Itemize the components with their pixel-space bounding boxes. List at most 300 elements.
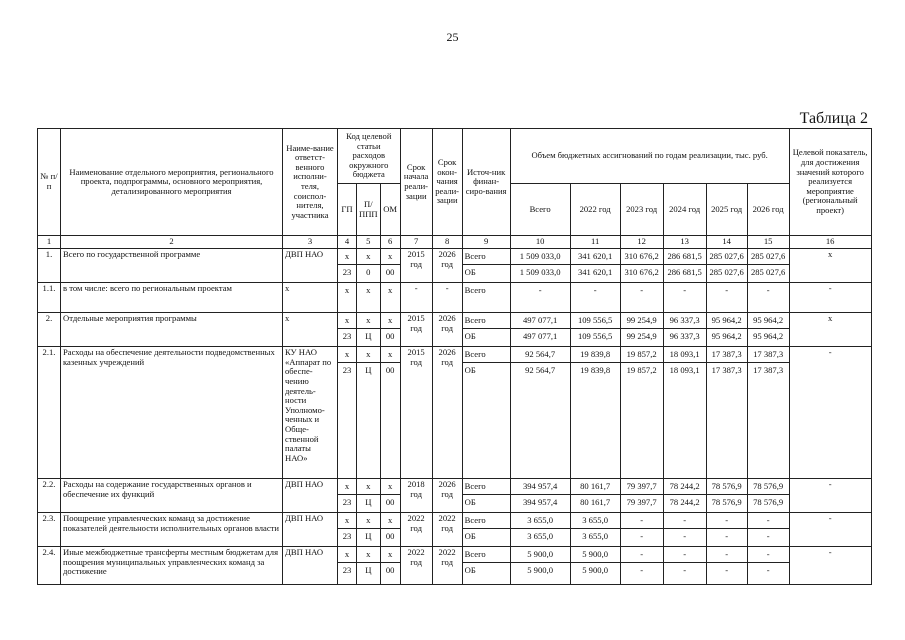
value-2024 (663, 547, 706, 585)
value-2026-group (748, 479, 789, 510)
value-2026: 17 387,3 (748, 363, 789, 379)
column-number-row (38, 236, 872, 249)
value-total: 497 077,1 (511, 313, 570, 329)
code-ppp: х (357, 347, 380, 363)
value-2024-group (664, 313, 706, 344)
value-2026: 78 576,9 (748, 479, 789, 495)
value-2022 (570, 313, 620, 347)
code-gp-group (338, 283, 356, 298)
table-row (38, 283, 872, 313)
funding-source: Всего (463, 547, 510, 563)
value-2024-group (664, 479, 706, 510)
table-body (38, 249, 872, 585)
value-2022-group (571, 283, 620, 298)
funding-source-group (463, 547, 510, 578)
code-gp: 23 (338, 563, 356, 579)
start-year: 2018 год (400, 479, 432, 513)
funding-source: Всего (463, 479, 510, 495)
code-gp-group (338, 479, 356, 510)
value-total (510, 283, 570, 313)
value-2022: 341 620,1 (571, 265, 620, 281)
row-number: 1. (38, 249, 61, 283)
value-2022-group (571, 249, 620, 280)
target-indicator: - (789, 547, 871, 585)
value-2025: 285 027,6 (707, 265, 747, 281)
col-number: 6 (380, 236, 400, 249)
end-year: - (432, 283, 462, 313)
value-2025: 95 964,2 (707, 313, 747, 329)
code-gp: 23 (338, 363, 356, 379)
measure-name: Расходы на обеспечение деятельности подведомственных казенных учреждений (61, 347, 283, 479)
header-total: Всего (510, 184, 570, 236)
code-om: 00 (381, 563, 400, 579)
value-2025 (706, 313, 747, 347)
funding-source-group (463, 347, 510, 378)
measure-name: Иные межбюджетные трансферты местным бюджетам для поощрения муниципальных управленческих команд за достижение (61, 547, 283, 585)
value-2026-group (748, 347, 789, 378)
header-2025: 2025 год (706, 184, 747, 236)
value-2024: 96 337,3 (664, 313, 706, 329)
code-om: х (381, 313, 400, 329)
header-ppp: П/ ППП (357, 184, 381, 236)
col-number: 12 (620, 236, 663, 249)
code-om-group (381, 283, 400, 298)
value-2026: 95 964,2 (748, 313, 789, 329)
value-2024: - (664, 563, 706, 579)
funding-source-group (463, 513, 510, 544)
value-2025: 78 576,9 (707, 495, 747, 511)
code-gp: 23 (338, 265, 356, 281)
value-2022: 80 161,7 (571, 495, 620, 511)
table-row (38, 479, 872, 513)
value-2024-group (664, 249, 706, 280)
code-om (380, 249, 400, 283)
funding-source: ОБ (463, 329, 510, 345)
value-total (510, 547, 570, 585)
col-number: 9 (462, 236, 510, 249)
code-gp: х (338, 547, 356, 563)
value-total: 92 564,7 (511, 347, 570, 363)
code-om (380, 513, 400, 547)
value-2026: - (748, 547, 789, 563)
measure-name: Всего по государственной программе (61, 249, 283, 283)
value-2026-group (748, 513, 789, 544)
target-indicator: х (789, 249, 871, 283)
value-total-group (511, 547, 570, 578)
value-2025: - (707, 513, 747, 529)
value-2026-group (748, 313, 789, 344)
value-2022: 5 900,0 (571, 547, 620, 563)
value-2022-group (571, 513, 620, 544)
value-2023: - (621, 563, 663, 579)
code-ppp-group (357, 547, 380, 578)
value-total (510, 513, 570, 547)
value-total: 1 509 033,0 (511, 249, 570, 265)
value-2025: 95 964,2 (707, 329, 747, 345)
value-2023 (620, 283, 663, 313)
value-total (510, 313, 570, 347)
value-2025: 285 027,6 (707, 249, 747, 265)
code-om (380, 347, 400, 479)
code-om: х (381, 479, 400, 495)
header-name: Наименование отдельного мероприятия, регионального проекта, подпрограммы, основного мероприятия, детализированного мероприятия (61, 129, 283, 236)
value-2024 (663, 479, 706, 513)
code-om: х (381, 513, 400, 529)
funding-source (462, 347, 510, 479)
code-om: х (381, 249, 400, 265)
value-2022: 3 655,0 (571, 529, 620, 545)
table-row (38, 249, 872, 283)
value-2026: 285 027,6 (748, 265, 789, 281)
value-2024 (663, 513, 706, 547)
value-2026 (747, 513, 789, 547)
col-number: 15 (747, 236, 789, 249)
value-total: 92 564,7 (511, 363, 570, 379)
value-2022: 19 839,8 (571, 363, 620, 379)
code-gp: х (338, 313, 356, 329)
start-year: 2015 год (400, 249, 432, 283)
funding-source (462, 283, 510, 313)
value-total-group (511, 479, 570, 510)
value-2026 (747, 313, 789, 347)
code-om: 00 (381, 265, 400, 281)
code-om (380, 547, 400, 585)
value-2026: - (748, 563, 789, 579)
code-ppp (357, 547, 381, 585)
code-gp-group (338, 513, 356, 544)
value-2023-group (621, 249, 663, 280)
value-2023-group (621, 479, 663, 510)
measure-name: в том числе: всего по региональным проектам (61, 283, 283, 313)
value-total: 3 655,0 (511, 513, 570, 529)
value-2026 (747, 249, 789, 283)
col-number: 10 (510, 236, 570, 249)
value-total: 3 655,0 (511, 529, 570, 545)
code-ppp: х (366, 284, 371, 295)
value-2025 (706, 347, 747, 479)
value-2022: 19 839,8 (571, 347, 620, 363)
value-2022: 109 556,5 (571, 329, 620, 345)
start-year: 2022 год (400, 547, 432, 585)
value-2025-group (707, 547, 747, 578)
col-number: 3 (283, 236, 338, 249)
value-2024: - (683, 284, 687, 295)
value-2024: 18 093,1 (664, 363, 706, 379)
value-2026: - (748, 513, 789, 529)
value-total-group (511, 347, 570, 378)
value-2024-group (664, 283, 706, 298)
value-2023 (620, 347, 663, 479)
value-2025-group (707, 513, 747, 544)
value-2022: 80 161,7 (571, 479, 620, 495)
value-2025 (706, 283, 747, 313)
responsible-executor: х (283, 313, 338, 347)
funding-source: Всего (464, 284, 486, 295)
end-year: 2022 год (432, 547, 462, 585)
code-om-group (381, 347, 400, 378)
table-header (38, 129, 872, 249)
funding-source-group (463, 479, 510, 510)
code-ppp: Ц (357, 329, 380, 345)
value-2024 (663, 347, 706, 479)
code-om-group (381, 313, 400, 344)
value-2022: 5 900,0 (571, 563, 620, 579)
start-year: 2015 год (400, 313, 432, 347)
funding-source (462, 547, 510, 585)
value-2022 (570, 347, 620, 479)
value-2025: 17 387,3 (707, 347, 747, 363)
code-gp (338, 547, 357, 585)
code-ppp (357, 479, 381, 513)
header-gp: ГП (338, 184, 357, 236)
code-ppp-group (357, 313, 380, 344)
value-total: 394 957,4 (511, 495, 570, 511)
code-om-group (381, 479, 400, 510)
funding-source-group (463, 313, 510, 344)
value-2024-group (664, 347, 706, 378)
value-total: 394 957,4 (511, 479, 570, 495)
end-year: 2022 год (432, 513, 462, 547)
value-2023 (620, 479, 663, 513)
funding-source (462, 479, 510, 513)
code-ppp: Ц (357, 495, 380, 511)
value-2023: - (621, 513, 663, 529)
value-2026 (747, 347, 789, 479)
code-om-group (381, 249, 400, 280)
code-gp (338, 249, 357, 283)
table-row (38, 547, 872, 585)
value-2024: - (664, 529, 706, 545)
code-om-group (381, 547, 400, 578)
funding-source: Всего (463, 249, 510, 265)
col-number: 4 (338, 236, 357, 249)
code-ppp (357, 283, 381, 313)
value-2025: 17 387,3 (707, 363, 747, 379)
code-ppp (357, 347, 381, 479)
col-number: 13 (663, 236, 706, 249)
value-2026 (747, 283, 789, 313)
value-2023-group (621, 313, 663, 344)
header-responsible: Наиме-вание ответст-венного исполни-теля, соиспол-нителя, участника (283, 129, 338, 236)
funding-source: Всего (463, 513, 510, 529)
code-gp (338, 283, 357, 313)
measure-name: Отдельные мероприятия программы (61, 313, 283, 347)
code-gp-group (338, 347, 356, 378)
funding-source: ОБ (463, 495, 510, 511)
value-2025 (706, 249, 747, 283)
value-2024: 286 681,5 (664, 265, 706, 281)
value-2024 (663, 283, 706, 313)
value-2022-group (571, 313, 620, 344)
value-2023: - (640, 284, 644, 295)
value-2026 (747, 479, 789, 513)
value-2022: 3 655,0 (571, 513, 620, 529)
code-om: 00 (381, 529, 400, 545)
col-number: 16 (789, 236, 871, 249)
funding-source: ОБ (463, 363, 510, 379)
value-2024: 78 244,2 (664, 495, 706, 511)
value-2022: 109 556,5 (571, 313, 620, 329)
table-row (38, 313, 872, 347)
value-2024 (663, 249, 706, 283)
value-2026: - (748, 529, 789, 545)
start-year: 2015 год (400, 347, 432, 479)
code-ppp: 0 (357, 265, 380, 281)
end-year: 2026 год (432, 249, 462, 283)
value-2025-group (707, 249, 747, 280)
value-2025-group (707, 313, 747, 344)
value-2022-group (571, 347, 620, 378)
code-gp-group (338, 547, 356, 578)
code-gp: 23 (338, 329, 356, 345)
value-2023: 79 397,7 (621, 495, 663, 511)
value-2025: 78 576,9 (707, 479, 747, 495)
code-ppp-group (357, 479, 380, 510)
value-2023: 99 254,9 (621, 313, 663, 329)
value-2024: - (664, 513, 706, 529)
value-2023 (620, 513, 663, 547)
value-2022 (570, 249, 620, 283)
value-total-group (511, 249, 570, 280)
code-gp-group (338, 313, 356, 344)
col-number: 5 (357, 236, 381, 249)
value-2026-group (748, 547, 789, 578)
value-2025 (706, 513, 747, 547)
code-om: х (387, 284, 393, 295)
header-2023: 2023 год (620, 184, 663, 236)
code-ppp: х (357, 479, 380, 495)
table-row (38, 347, 872, 479)
code-om (380, 313, 400, 347)
value-2023-group (621, 547, 663, 578)
code-gp (338, 479, 357, 513)
code-gp: 23 (338, 529, 356, 545)
table-caption: Таблица 2 (799, 110, 868, 127)
value-2025 (706, 547, 747, 585)
value-2023: 99 254,9 (621, 329, 663, 345)
table-row (38, 513, 872, 547)
value-2024: 96 337,3 (664, 329, 706, 345)
value-2025: - (707, 563, 747, 579)
value-2023: - (621, 547, 663, 563)
value-2025-group (707, 479, 747, 510)
value-2022: - (593, 284, 597, 295)
value-2022-group (571, 479, 620, 510)
funding-source: ОБ (463, 563, 510, 579)
col-number: 14 (706, 236, 747, 249)
code-om-group (381, 513, 400, 544)
responsible-executor: ДВП НАО (283, 513, 338, 547)
funding-source: ОБ (463, 265, 510, 281)
value-2024: 286 681,5 (664, 249, 706, 265)
value-2025: - (707, 529, 747, 545)
funding-source (462, 249, 510, 283)
value-2025: - (725, 284, 729, 295)
funding-source-group (463, 249, 510, 280)
code-ppp: Ц (357, 563, 380, 579)
value-2024-group (664, 513, 706, 544)
code-ppp: Ц (357, 529, 380, 545)
code-ppp (357, 513, 381, 547)
value-2023: - (621, 529, 663, 545)
value-2023 (620, 249, 663, 283)
value-2026: 285 027,6 (748, 249, 789, 265)
header-budget-code: Код целевой статьи расходов окружного бюджета (338, 129, 401, 184)
responsible-executor: х (283, 283, 338, 313)
code-ppp (357, 249, 381, 283)
header-end: Срок окон-чания реали-зации (432, 129, 462, 236)
code-gp (338, 513, 357, 547)
value-2023: 310 676,2 (621, 265, 663, 281)
col-number: 1 (38, 236, 61, 249)
row-number: 2.3. (38, 513, 61, 547)
target-indicator: - (789, 283, 871, 313)
start-year: 2022 год (400, 513, 432, 547)
header-volume: Объем бюджетных ассигнований по годам реализации, тыс. руб. (510, 129, 789, 184)
code-om: х (381, 347, 400, 363)
responsible-executor: КУ НАО «Аппарат по обеспе-чению деятель-ности Уполномо-ченных и Обще-ственной палаты НАО» (283, 347, 338, 479)
col-number: 11 (570, 236, 620, 249)
code-gp: 23 (338, 495, 356, 511)
code-om: х (381, 547, 400, 563)
code-ppp-group (357, 347, 380, 378)
value-2024: 18 093,1 (664, 347, 706, 363)
value-total-group (511, 283, 570, 298)
code-om (380, 283, 400, 313)
code-gp (338, 313, 357, 347)
header-2026: 2026 год (747, 184, 789, 236)
value-2023-group (621, 513, 663, 544)
code-ppp: х (357, 513, 380, 529)
value-2023-group (621, 283, 663, 298)
code-om: 00 (381, 495, 400, 511)
value-2026: 95 964,2 (748, 329, 789, 345)
value-total (510, 249, 570, 283)
target-indicator: - (789, 513, 871, 547)
row-number: 2.2. (38, 479, 61, 513)
page-number: 25 (446, 30, 459, 44)
code-gp: х (338, 513, 356, 529)
value-2024-group (664, 547, 706, 578)
row-number: 2. (38, 313, 61, 347)
value-2022 (570, 513, 620, 547)
value-2022 (570, 547, 620, 585)
code-gp: х (338, 249, 356, 265)
header-source: Источ-ник финан-сиро-вания (462, 129, 510, 236)
measure-name: Поощрение управленческих команд за достижение показателей деятельности исполнительных органов власти (61, 513, 283, 547)
value-2026: 78 576,9 (748, 495, 789, 511)
header-start: Срок начала реали-зации (400, 129, 432, 236)
col-number: 2 (61, 236, 283, 249)
code-ppp-group (357, 513, 380, 544)
funding-source (462, 513, 510, 547)
code-ppp: х (357, 313, 380, 329)
header-num: № п/п (38, 129, 61, 236)
value-2026-group (748, 283, 789, 298)
code-ppp (357, 313, 381, 347)
value-2025 (706, 479, 747, 513)
value-2026: - (766, 284, 770, 295)
value-2022-group (571, 547, 620, 578)
end-year: 2026 год (432, 313, 462, 347)
value-2025-group (707, 283, 747, 298)
value-2023: 19 857,2 (621, 347, 663, 363)
value-total (510, 347, 570, 479)
value-total: 5 900,0 (511, 547, 570, 563)
funding-source: Всего (463, 347, 510, 363)
code-gp: х (338, 347, 356, 363)
funding-source: Всего (463, 313, 510, 329)
